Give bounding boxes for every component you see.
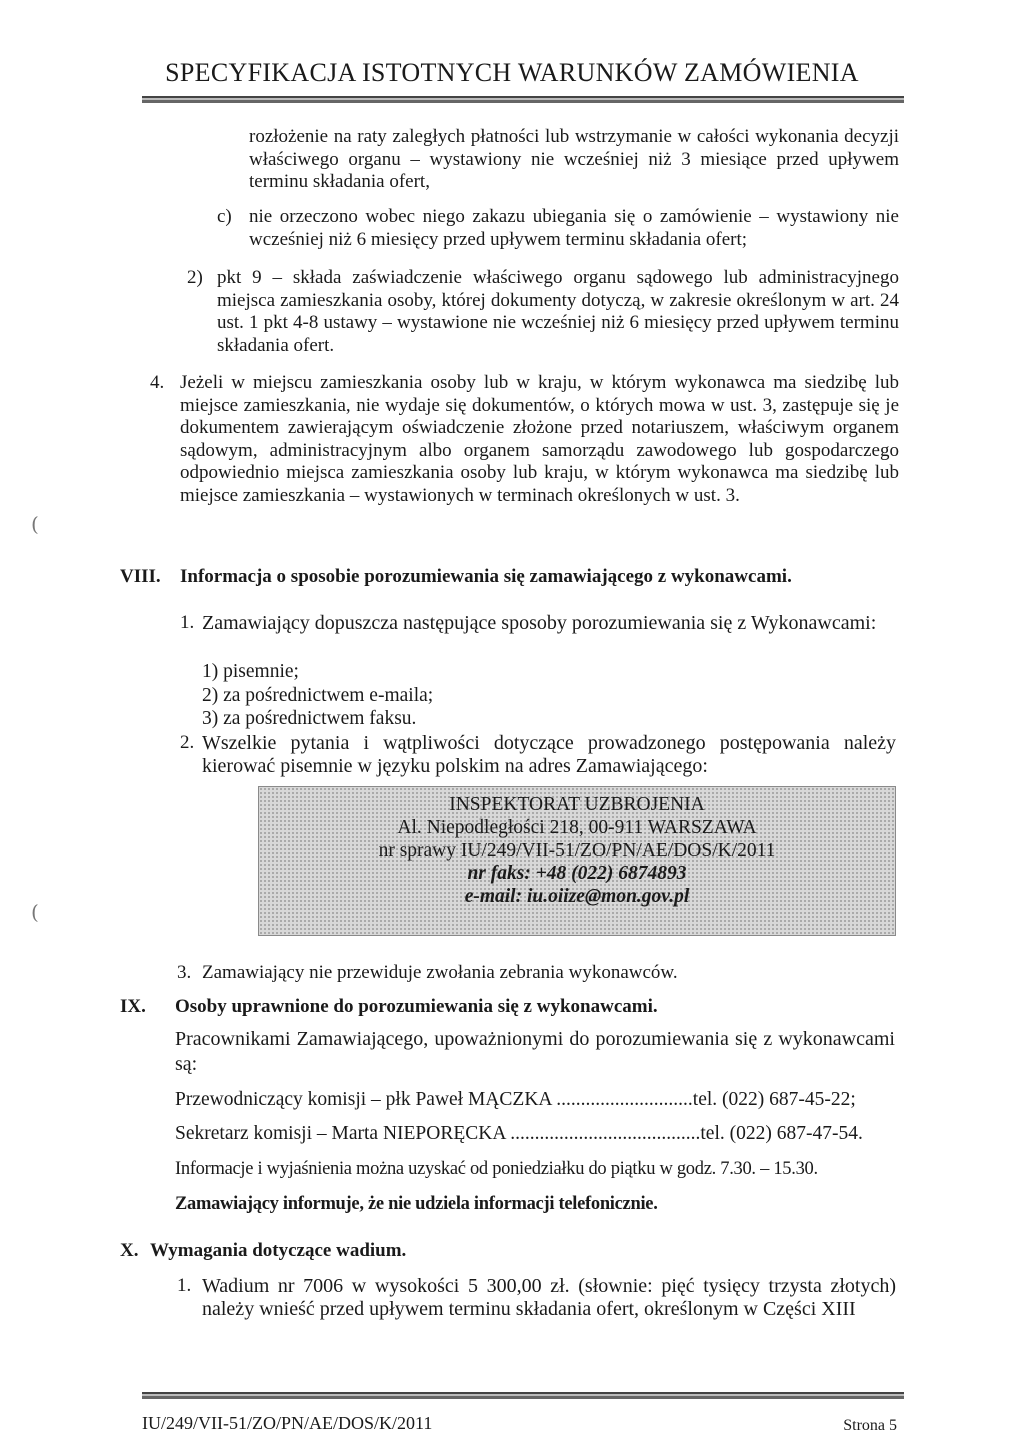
item-c-label: c) (217, 206, 232, 227)
contact-row (175, 1122, 920, 1146)
x-item-1-text: Wadium nr 7006 w wysokości 5 300,00 zł. (słownie: pięć tysięcy trzysta złotych) należy wnieść przed upływem terminu składania ofert, określonym w Części XIII (202, 1275, 896, 1320)
margin-pen-mark: ( (31, 900, 39, 924)
contact-row (175, 1088, 920, 1112)
section-x-heading: Wymagania dotyczące wadium. (150, 1240, 407, 1261)
margin-pen-mark: ( (31, 512, 39, 536)
address-box (258, 786, 896, 936)
viii-item-3-text: Zamawiający nie przewiduje zwołania zebrania wykonawców. (202, 962, 678, 983)
continued-paragraph: rozłożenie na raty zaległych płatności lub wstrzymanie w całości wykonania decyzji właściwego organu – wystawiony nie wcześniej niż 3 miesiące przed upływem terminu składania ofert, (249, 126, 899, 192)
item-2-text: pkt 9 – składa zaświadczenie właściwego organu sądowego lub administracyjnego miejsca zamieszkania osoby, której dokumenty dotyczą, w zakresie określonym w art. 24 ust. 1 pkt 4-8 ustawy – wystawione nie wcześniej niż 6 miesięcy przed upływem terminu składania ofert. (217, 267, 899, 356)
footer-case-id: IU/249/VII-51/ZO/PN/AE/DOS/K/2011 (142, 1413, 433, 1433)
x-item-1-label: 1. (177, 1275, 192, 1296)
item-4-label: 4. (150, 372, 165, 393)
ix-hours: Informacje i wyjaśnienia można uzyskać od poniedziałku do piątku w godz. 7.30. – 15.30. (175, 1159, 818, 1179)
viii-subitems (202, 660, 433, 731)
viii-subitem: 3) za pośrednictwem faksu. (202, 708, 417, 729)
contact-role: Sekretarz komisji – Marta NIEPORĘCKA (175, 1123, 506, 1144)
address-case-number: nr sprawy IU/249/VII-51/ZO/PN/AE/DOS/K/2011 (378, 840, 776, 861)
item-4-text: Jeżeli w miejscu zamieszkania osoby lub w kraju, w którym wykonawca ma siedzibę lub miejsce zamieszkania, nie wydaje się dokumentów, o których mowa w ust. 3, zastępuje się je dokumentem zawierającym oświadczenie złożone przed notariuszem, właściwym organem sądowym, administracyjnym albo organem samorządu zawodowego lub gospodarczego odpowiednio miejsca zamieszkania osoby lub kraju, w którym wykonawca ma siedzibę lub miejsce zamieszkania – wystawionych w terminach określonych w ust. 3. (180, 372, 899, 506)
contact-phone: tel. (022) 687-47-54. (700, 1123, 863, 1144)
viii-item-1-text: Zamawiający dopuszcza następujące sposoby porozumiewania się z Wykonawcami: (202, 612, 877, 634)
item-c-text: nie orzeczono wobec niego zakazu ubiegania się o zamówienie – wystawiony nie wcześniej niż 6 miesięcy przed upływem terminu składania ofert; (249, 206, 899, 250)
viii-item-3-label: 3. (177, 962, 192, 983)
viii-subitem: 2) za pośrednictwem e-maila; (202, 684, 434, 706)
item-2-label: 2) (187, 267, 203, 288)
address-email: e-mail: iu.oiize@mon.gov.pl (464, 886, 690, 907)
section-viii-heading: Informacja o sposobie porozumiewania się zamawiającego z wykonawcami. (180, 566, 792, 587)
footer-page-number: Strona 5 (843, 1417, 897, 1434)
section-x-numeral: X. (120, 1240, 139, 1261)
contact-leader-dots: ............................ (556, 1089, 693, 1110)
contact-phone: tel. (022) 687-45-22; (692, 1089, 856, 1110)
footer-rule (142, 1392, 904, 1399)
section-ix-numeral: IX. (120, 996, 146, 1017)
contact-role: Przewodniczący komisji – płk Paweł MĄCZKA (175, 1089, 552, 1110)
section-ix-heading: Osoby uprawnione do porozumiewania się z wykonawcami. (175, 996, 658, 1017)
ix-notice: Zamawiający informuje, że nie udziela informacji telefonicznie. (175, 1194, 658, 1214)
address-street: Al. Niepodległości 218, 00-911 WARSZAWA (397, 817, 757, 838)
viii-item-2-label: 2. (180, 732, 195, 753)
section-viii-numeral: VIII. (120, 566, 161, 587)
viii-subitem: 1) pisemnie; (202, 661, 299, 682)
ix-intro: Pracownikami Zamawiającego, upoważnionymi do porozumiewania się z wykonawcami są: (175, 1028, 895, 1075)
viii-item-1-label: 1. (180, 612, 195, 633)
address-name: INSPEKTORAT UZBROJENIA (449, 794, 705, 815)
contact-leader-dots: ....................................... (510, 1123, 701, 1144)
viii-item-2-text: Wszelkie pytania i wątpliwości dotyczące prowadzonego postępowania należy kierować pisemnie w języku polskim na adres Zamawiającego: (202, 732, 896, 777)
header-rule (142, 96, 904, 103)
address-fax: nr faks: +48 (022) 6874893 (467, 863, 687, 884)
page-header-title: SPECYFIKACJA ISTOTNYCH WARUNKÓW ZAMÓWIENIA (165, 58, 859, 87)
